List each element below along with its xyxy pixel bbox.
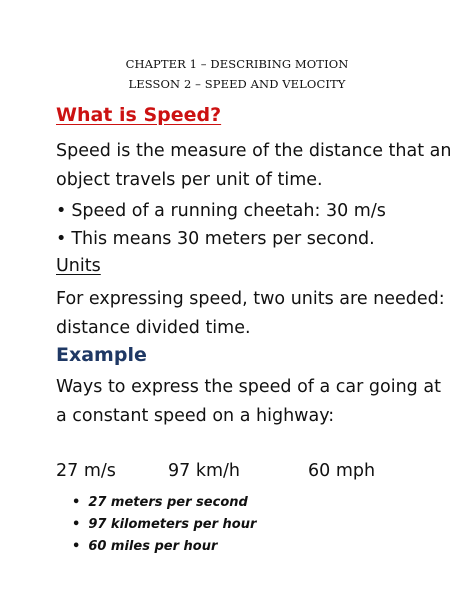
units-section-title: Units (56, 256, 101, 276)
example-section-title: Example (56, 344, 147, 366)
units-text: For expressing speed, two units are needed: distance divided time. (56, 289, 445, 338)
speed-value-ms: 27 m/s (56, 461, 116, 481)
example-text: Ways to express the speed of a car going at a constant speed on a highway: (56, 377, 441, 426)
speed-bullet-list (56, 197, 386, 253)
list-item: • This means 30 meters per second. (56, 229, 375, 249)
speed-values-row (56, 459, 436, 483)
speed-section-title: What is Speed? (56, 104, 222, 126)
lesson-heading: LESSON 2 – SPEED AND VELOCITY (128, 77, 346, 91)
bullet-icon: • (72, 539, 81, 554)
bullet-icon: • (56, 229, 67, 249)
speed-explanation-list (72, 492, 256, 558)
bullet-icon: • (72, 495, 81, 510)
list-item: • 27 meters per second (72, 495, 248, 510)
speed-definition: Speed is the measure of the distance that an object travels per unit of time. (56, 141, 452, 190)
bullet-icon: • (72, 517, 81, 532)
speed-value-kmh: 97 km/h (168, 461, 240, 481)
list-item: • 60 miles per hour (72, 539, 218, 554)
bullet-icon: • (56, 201, 67, 221)
chapter-heading: CHAPTER 1 – DESCRIBING MOTION (125, 57, 349, 71)
list-item: • Speed of a running cheetah: 30 m/s (56, 201, 386, 221)
speed-value-mph: 60 mph (308, 461, 376, 481)
list-item: • 97 kilometers per hour (72, 517, 257, 532)
